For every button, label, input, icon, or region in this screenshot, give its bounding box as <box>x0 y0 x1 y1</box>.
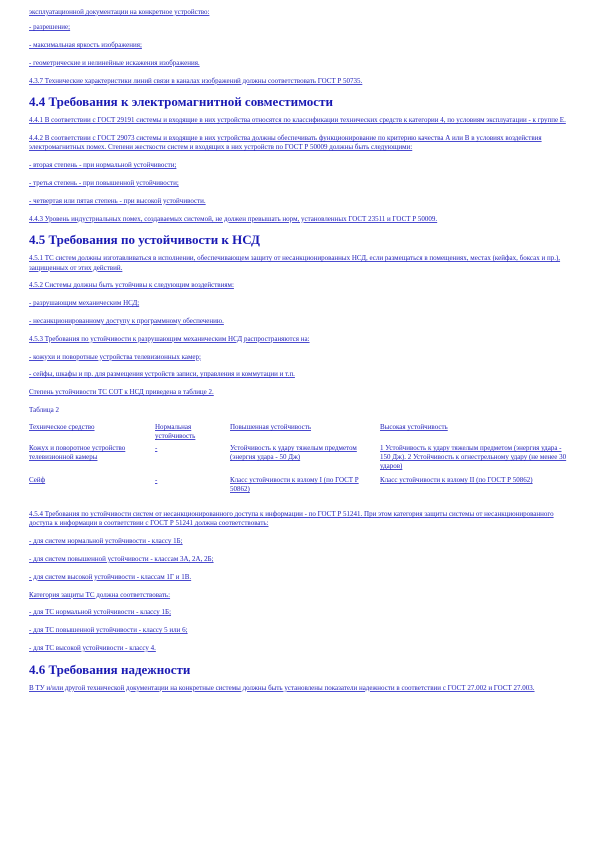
paragraph-4-3-7[interactable]: 4.3.7 Технические характеристики линий связи в каналах изображений должны соответствовать ГОСТ Р 50735. <box>29 76 363 85</box>
table-cell[interactable]: Кожух и поворотное устройство телевизионной камеры <box>29 444 126 462</box>
table-cell[interactable]: Класс устойчивости к взлому II (по ГОСТ Р 50862) <box>380 476 533 485</box>
list-item[interactable]: - для ТС нормальной устойчивости - классу 1Б; <box>29 608 172 617</box>
table-header-cell[interactable]: Высокая устойчивость <box>380 423 448 432</box>
list-item[interactable]: - для ТС повышенной устойчивости - классу 5 или 6; <box>29 626 188 635</box>
list-item[interactable]: - для систем высокой устойчивости - классам 1Г и 1В. <box>29 572 192 581</box>
table-cell[interactable]: Устойчивость к удару тяжелым предметом (энергия удара - 50 Дж) <box>230 444 357 462</box>
list-item[interactable]: - для ТС высокой устойчивости - классу 4. <box>29 643 156 652</box>
table-cell[interactable]: - <box>155 444 158 453</box>
list-item[interactable]: - максимальная яркость изображения; <box>29 41 142 49</box>
heading-4-5: 4.5 Требования по устойчивости к НСД <box>29 232 260 248</box>
list-item[interactable]: - кожухи и поворотные устройства телевизионных камер; <box>29 352 201 361</box>
paragraph-4-5-3[interactable]: 4.5.3 Требования по устойчивости к разрушающим механическим НСД распространяются на: <box>29 334 310 343</box>
paragraph-4-6[interactable]: В ТУ и/или другой технической документации на конкретные системы должны быть установлены показатели надежности в соответствии с ГОСТ 27.002 и ГОСТ 27.003. <box>29 683 535 692</box>
table-cell[interactable]: 1 Устойчивость к удару тяжелым предметом (энергия удара - 150 Дж). 2 Устойчивость к огнестрельному удару (не менее 30 ударов) <box>380 444 567 471</box>
resistance-table <box>29 423 569 499</box>
table-header-row <box>29 423 569 444</box>
table-row <box>29 444 569 476</box>
list-item[interactable]: - четвертая или пятая степень - при высокой устойчивости. <box>29 196 206 205</box>
list-item[interactable]: - разрешение; <box>29 23 71 32</box>
paragraph-4-4-3[interactable]: 4.4.3 Уровень индустриальных помех, создаваемых системой, не должен превышать норм, установленных ГОСТ 23511 и ГОСТ Р 50009. <box>29 214 438 223</box>
table-cell[interactable]: Класс устойчивости к взлому I (по ГОСТ Р 50862) <box>230 476 359 494</box>
table-row <box>29 476 569 499</box>
paragraph-4-4-2[interactable]: 4.4.2 В соответствии с ГОСТ 29073 системы и входящие в них устройства должны обеспечивать функционирование по критерию качества А или В в условиях воздействия электромагнитных помех. Степени жесткости систем и входящих в них устройств по ГОСТ Р 50009 должны быть следующими: <box>29 134 542 152</box>
paragraph-4-5-4[interactable]: 4.5.4 Требования по устойчивости систем от несанкционированного доступа к информации - по ГОСТ Р 51241. При этом категория защиты системы от несанкционированного доступа к информации в соответствии с ГОСТ Р 51241 должна соответствовать: <box>29 510 554 528</box>
list-item[interactable]: - третья степень - при повышенной устойчивости; <box>29 178 179 187</box>
heading-4-6: 4.6 Требования надежности <box>29 661 191 677</box>
table-cell[interactable]: Сейф <box>29 476 46 485</box>
table-title: Таблица 2 <box>29 405 59 414</box>
list-item[interactable]: - несанкционированному доступу к программному обеспечению. <box>29 316 224 325</box>
table-header-cell[interactable]: Нормальная устойчивость <box>155 423 196 441</box>
list-item[interactable]: - сейфы, шкафы и пр. для размещения устройств записи, управления и коммутации и т.п. <box>29 370 295 379</box>
list-item[interactable]: - для систем повышенной устойчивости - классам 3А, 2А, 2Б; <box>29 554 214 563</box>
table-header-cell[interactable]: Повышенная устойчивость <box>230 423 312 432</box>
list-item[interactable]: - вторая степень - при нормальной устойчивости; <box>29 161 177 170</box>
paragraph-4-5-2[interactable]: 4.5.2 Системы должны быть устойчивы к следующим воздействиям: <box>29 281 234 290</box>
table-cell[interactable]: - <box>155 476 158 485</box>
heading-4-4: 4.4 Требования к электромагнитной совместимости <box>29 94 333 110</box>
table-reference[interactable]: Степень устойчивости ТС СОТ к НСД приведена в таблице 2. <box>29 388 214 397</box>
list-item[interactable]: - геометрические и нелинейные искажения изображения. <box>29 58 200 67</box>
table-header-cell[interactable]: Техническое средство <box>29 423 95 432</box>
paragraph-4-4-1[interactable]: 4.4.1 В соответствии с ГОСТ 29191 системы и входящие в них устройства относятся по классификации технических средств к категории 4, по условиям эксплуатации - к группе Е. <box>29 116 566 125</box>
intro-text[interactable]: эксплуатационной документации на конкретное устройство: <box>29 8 210 16</box>
category-text[interactable]: Категория защиты ТС должна соответствовать: <box>29 590 171 599</box>
list-item[interactable]: - для систем нормальной устойчивости - классу 1Б; <box>29 537 183 546</box>
list-item[interactable]: - разрушающим механическим НСД; <box>29 299 140 308</box>
paragraph-4-5-1[interactable]: 4.5.1 ТС систем должны изготавливаться в исполнении, обеспечивающем защиту от несанкционированных НСД, если размещаться в помещениях, местах (кейфах, боксах и пр.), защищенных от этих действий. <box>29 254 561 272</box>
document-body <box>29 8 569 702</box>
